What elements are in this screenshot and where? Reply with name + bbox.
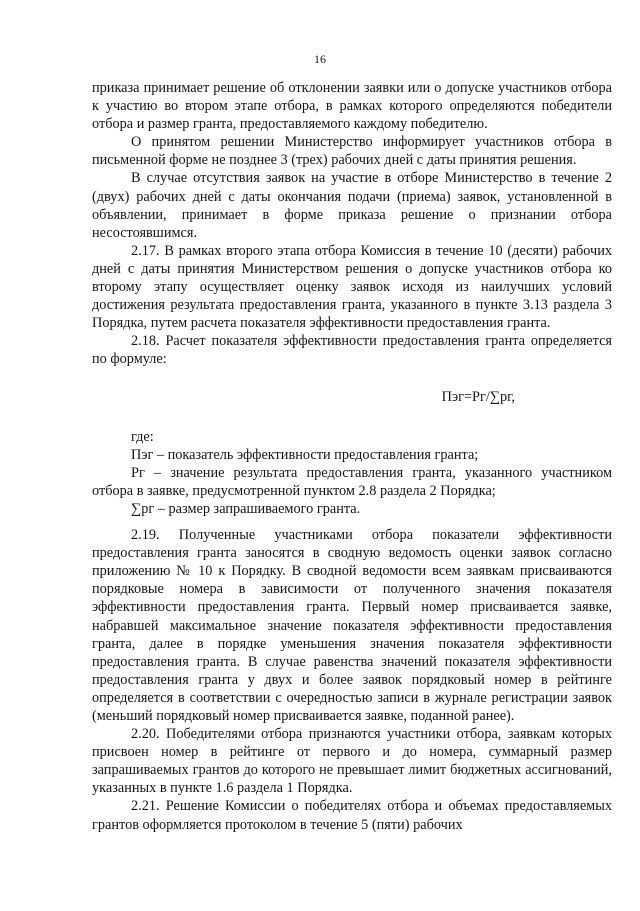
paragraph-no-applications: В случае отсутствия заявок на участие в отборе Министерство в течение 2 (двух) рабочих дней с даты окончания подачи (приема) заявок, установленной в объявлении, принимает в форме приказа решение о признании отбора несостоявшимся. — [92, 170, 612, 241]
definition-rg: Рг – значение результата предоставления гранта, указанного участником отбора в заявке, предусмотренной пунктом 2.8 раздела 2 Порядка; — [92, 464, 612, 499]
page-number: 16 — [314, 52, 326, 66]
formula: Пэг=Рг/∑рг, — [441, 388, 515, 405]
paragraph-2-18: 2.18. Расчет показателя эффективности предоставления гранта определяется по формуле: — [92, 333, 612, 368]
where-label: где: — [131, 428, 154, 445]
paragraph-decision-notice: О принятом решении Министерство информирует участников отбора в письменной форме не позднее 3 (трех) рабочих дней с даты принятия решения. — [92, 134, 612, 169]
paragraph-2-21: 2.21. Решение Комиссии о победителях отбора и объемах предоставляемых грантов оформляется протоколом в течение 5 (пяти) рабочих — [92, 798, 612, 833]
definition-peg: Пэг – показатель эффективности предоставления гранта; — [131, 446, 479, 463]
paragraph-2-19: 2.19. Полученные участниками отбора показатели эффективности предоставления гранта заносятся в сводную ведомость оценки заявок согласно приложению № 10 к Порядку. В сводной ведомости всем заявкам присваиваются порядковые номера в зависимости от полученного значения показателя эффективности предоставления гранта. Первый номер присваивается заявке, набравшей максимальное значение показателя эффективности предоставления гранта, далее в порядке уменьшения значения показателя эффективности предоставления гранта. В случае равенства значений показателя эффективности предоставления гранта у двух и более заявок порядковый номер в рейтинге определяется в соответствии с очередностью записи в журнале регистрации заявок (меньший порядковый номер присваивается заявке, поданной ранее). — [92, 527, 612, 724]
spacer — [92, 518, 612, 526]
paragraph-2-17: 2.17. В рамках второго этапа отбора Комиссия в течение 10 (десяти) рабочих дней с даты принятия Министерством решения о допуске участников отбора ко второму этапу осуществляет оценку заявок исходя из наилучших условий достижения результата предоставления гранта, указанного в пункте 3.13 раздела 3 Порядка, путем расчета показателя эффективности предоставления гранта. — [92, 242, 612, 332]
paragraph-continuation: приказа принимает решение об отклонении заявки или о допуске участников отбора к участию во втором этапе отбора, в рамках которого определяются победители отбора и размер гранта, предоставляемого каждому победителю. — [92, 80, 612, 133]
paragraph-2-20: 2.20. Победителями отбора признаются участники отбора, заявкам которых присвоен номер в рейтинге от первого и до номера, суммарный размер запрашиваемых грантов до которого не превышает лимит бюджетных ассигнований, указанных в пункте 1.6 раздела 1 Порядка. — [92, 726, 612, 797]
document-body — [92, 79, 612, 834]
definition-sum-rg: ∑рг – размер запрашиваемого гранта. — [131, 500, 361, 517]
